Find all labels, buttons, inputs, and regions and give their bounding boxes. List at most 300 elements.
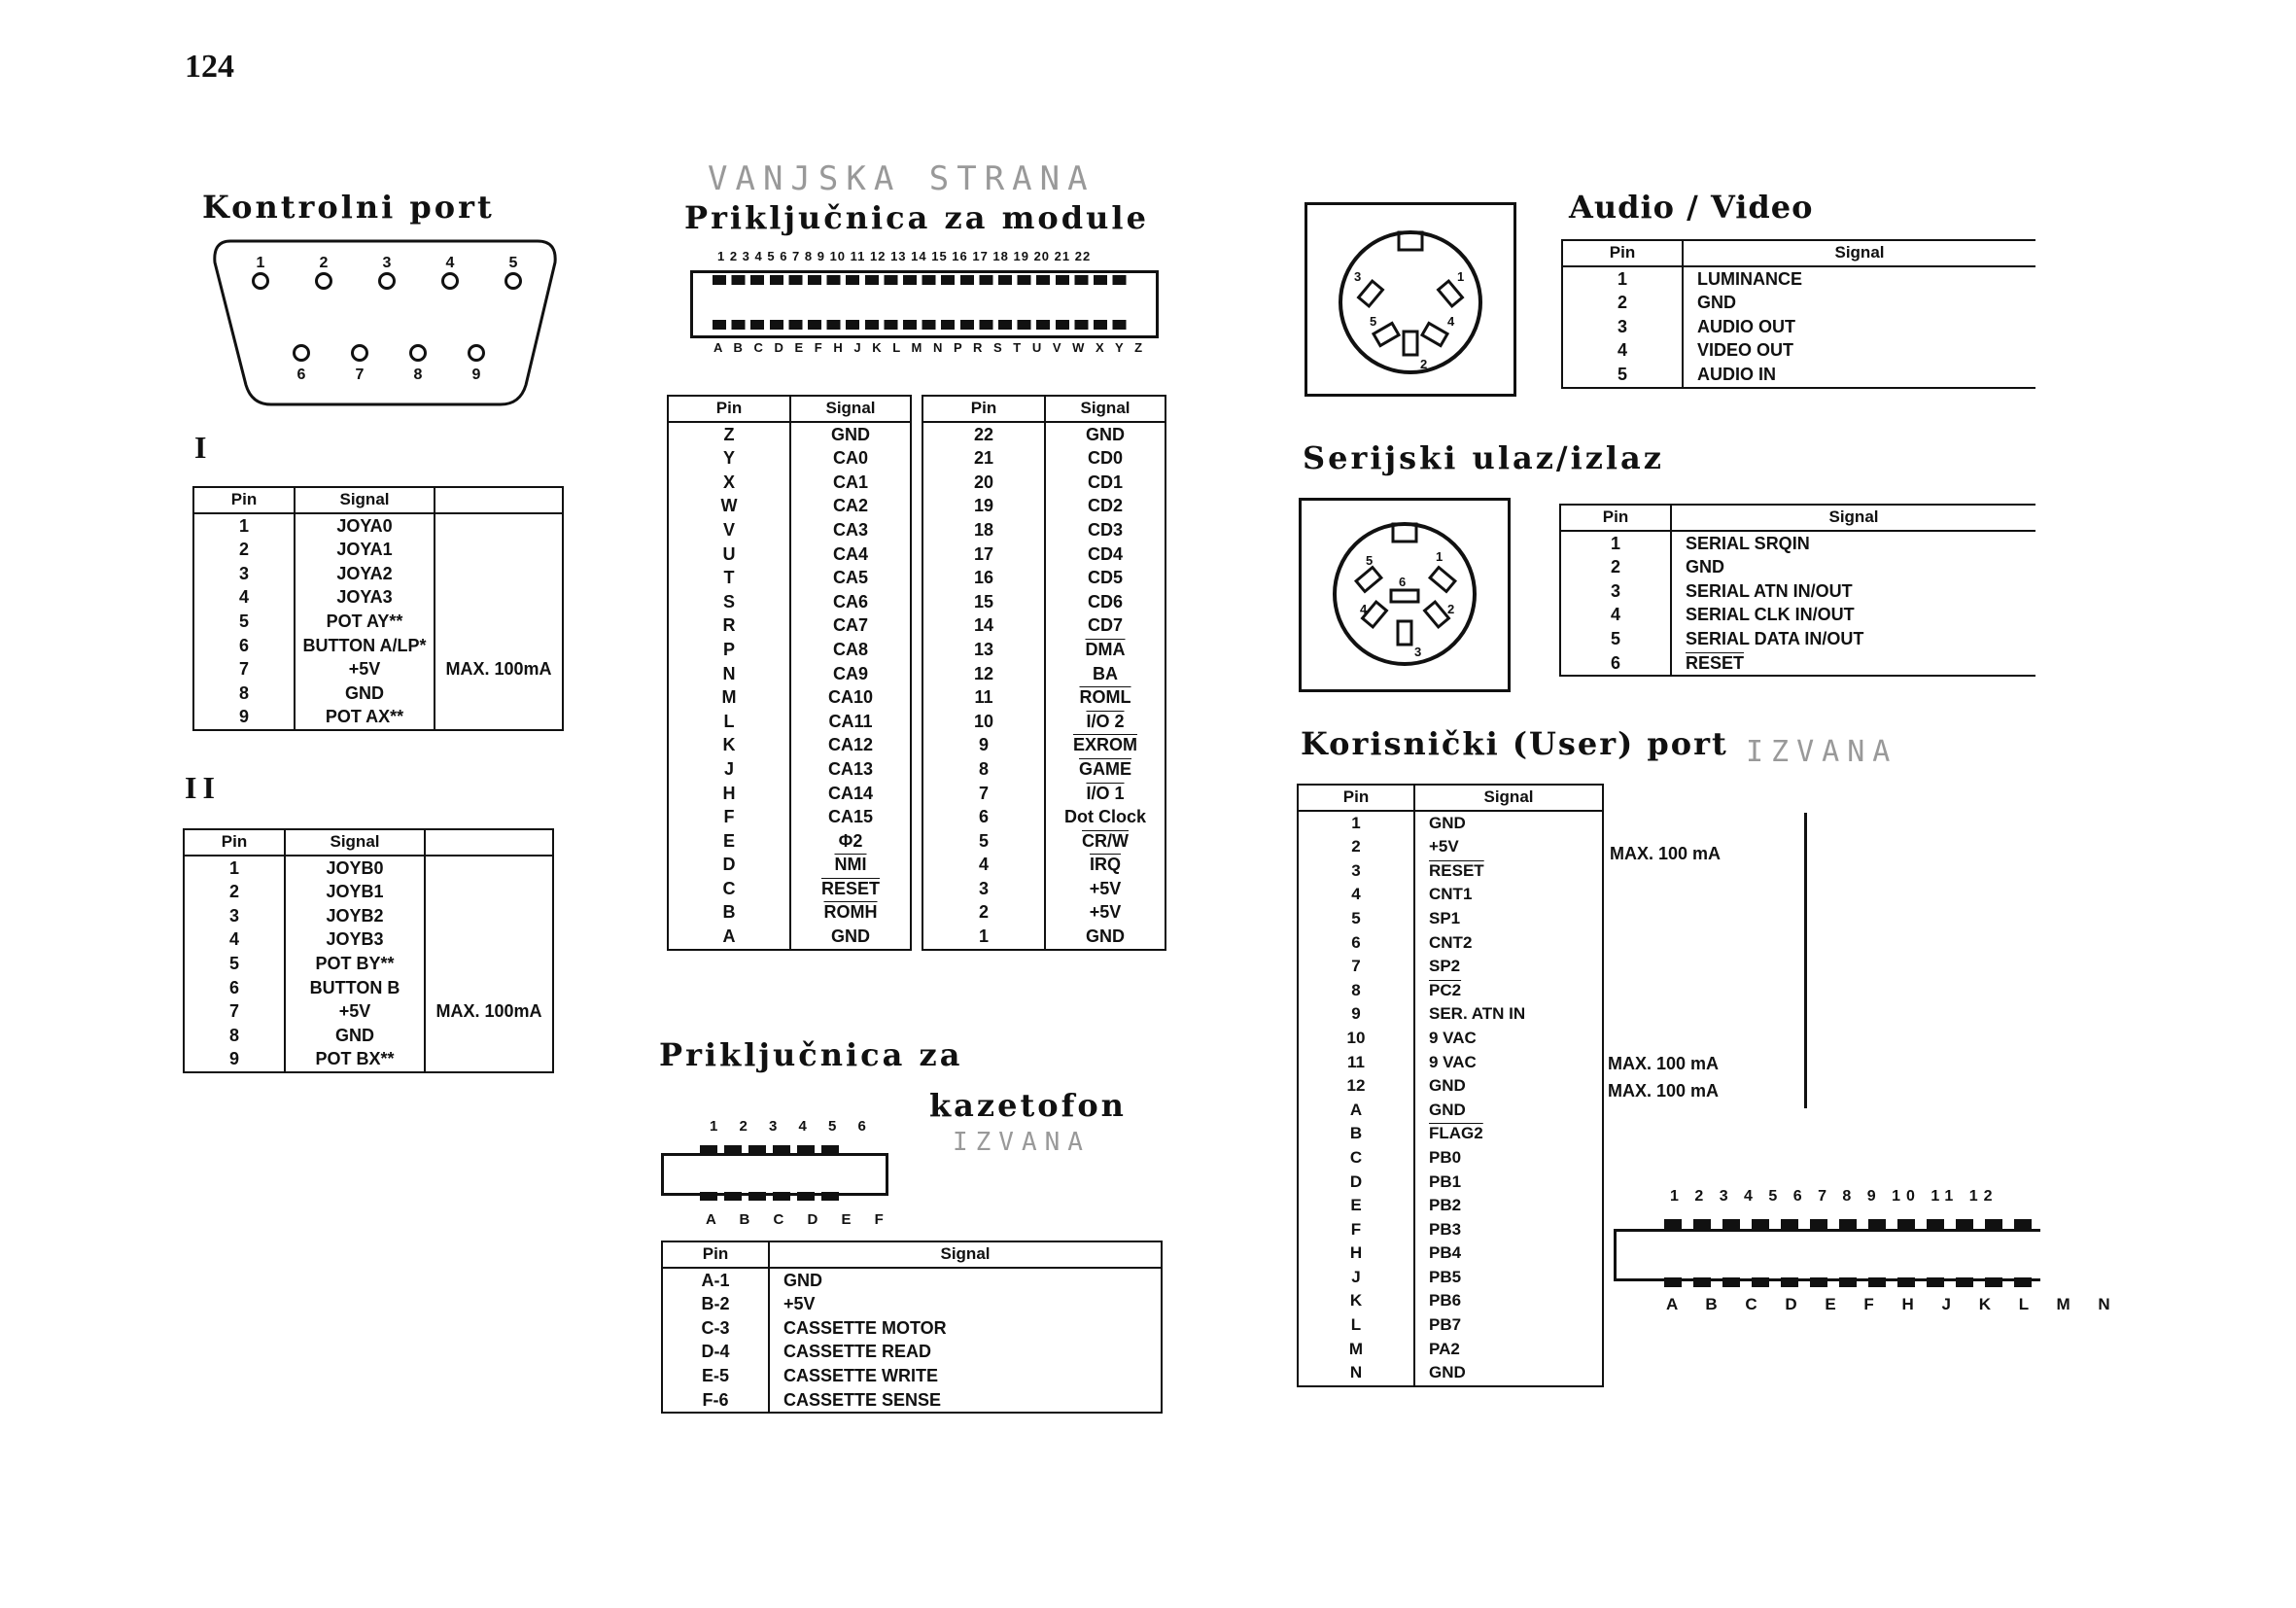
signal-cell: GND — [1683, 291, 2035, 315]
port-1-label: I — [194, 430, 213, 465]
port-2-table — [183, 828, 554, 1073]
signal-cell: GND — [295, 682, 435, 706]
pin-cell: Z — [668, 422, 790, 447]
table-row — [922, 590, 1165, 614]
module-port-left-table — [667, 395, 912, 951]
signal-cell: ROMH — [790, 900, 911, 925]
pin-cell: B-2 — [662, 1292, 769, 1316]
table-row — [1562, 315, 2035, 339]
table-row — [922, 566, 1165, 590]
pin-cell: 9 — [184, 1047, 285, 1072]
table-row — [1298, 1002, 1603, 1027]
pin-cell: Y — [668, 446, 790, 471]
cassette-connector-diagram — [661, 1118, 894, 1235]
table-row — [922, 471, 1165, 495]
pin-cell: 8 — [922, 757, 1045, 782]
signal-cell: PA2 — [1414, 1338, 1603, 1362]
signal-cell: BUTTON A/LP* — [295, 634, 435, 658]
pin-cell: 3 — [1562, 315, 1683, 339]
signal-cell: +5V — [769, 1292, 1162, 1316]
pin-cell: 9 — [1298, 1002, 1414, 1027]
pin-cell: K — [1298, 1289, 1414, 1313]
signal-cell: CA6 — [790, 590, 911, 614]
pin-hole-icon — [409, 344, 427, 362]
table-row — [1560, 651, 2035, 677]
pin-cell: F — [668, 805, 790, 829]
control-port-title: Kontrolni port — [202, 189, 495, 226]
table-row — [1298, 1027, 1603, 1051]
signal-cell: $\overline{IRQ}$ — [1045, 853, 1165, 877]
signal-cell: CASSETTE WRITE — [769, 1364, 1162, 1388]
table-row — [184, 1024, 553, 1048]
page-number: 124 — [185, 49, 234, 85]
signal-cell: $\overline{DMA}$ — [1045, 638, 1165, 662]
pin-cell: X — [668, 471, 790, 495]
table-row — [668, 542, 911, 567]
table-row — [1298, 883, 1603, 907]
note-cell — [425, 1024, 553, 1048]
signal-cell: ROML — [1045, 685, 1165, 710]
pin-cell: 21 — [922, 446, 1045, 471]
pin-hole-icon — [504, 272, 522, 290]
signal-cell: LUMINANCE — [1683, 266, 2035, 292]
pin-cell: C-3 — [662, 1316, 769, 1341]
note-cell — [435, 634, 563, 658]
pin-cell: 4 — [1560, 603, 1671, 627]
pin-cell: 11 — [922, 685, 1045, 710]
table-row — [193, 562, 563, 586]
signal-cell: POT BX** — [285, 1047, 425, 1072]
db9-pin-label: 3 — [382, 255, 392, 271]
table-row — [1562, 363, 2035, 388]
din-6-socket-icon — [1302, 501, 1508, 689]
audio-video-table-wrap — [1561, 239, 2035, 389]
pin-cell: E — [1298, 1194, 1414, 1218]
pin-cell: E-5 — [662, 1364, 769, 1388]
pin-cell: 3 — [1298, 859, 1414, 884]
signal-cell: SP1 — [1414, 907, 1603, 931]
signal-cell: PB6 — [1414, 1289, 1603, 1313]
signal-cell: I/O 2 — [1045, 710, 1165, 734]
db9-pin — [246, 255, 275, 295]
table-row — [1298, 1241, 1603, 1266]
signal-cell: JOYB3 — [285, 927, 425, 952]
cassette-title-line1: Priključnica za — [659, 1036, 963, 1073]
signal-cell: VIDEO OUT — [1683, 338, 2035, 363]
edge-contacts-bottom — [700, 1192, 846, 1201]
max-current-note: MAX. 100mA — [435, 657, 563, 682]
table-header-row — [1298, 785, 1603, 811]
table-row — [668, 757, 911, 782]
table-header-row — [1562, 240, 2035, 266]
table-row — [193, 657, 563, 682]
table-row — [922, 422, 1165, 447]
pin-cell: 10 — [922, 710, 1045, 734]
db9-pin-label: 5 — [508, 255, 518, 271]
note-cell — [425, 927, 553, 952]
module-port-right-table — [922, 395, 1166, 951]
pin-header: Pin — [184, 829, 285, 856]
signal-cell: GND — [769, 1268, 1162, 1293]
cassette-title-line2: kazetofon — [929, 1087, 1127, 1124]
table-row — [193, 634, 563, 658]
signal-cell: 9 VAC — [1414, 1027, 1603, 1051]
pin-cell: 19 — [922, 494, 1045, 518]
edge-contacts-top — [713, 275, 1131, 285]
pin-cell: 5 — [922, 829, 1045, 854]
table-row — [1298, 811, 1603, 836]
pin-cell: 8 — [193, 682, 295, 706]
db9-pin-label: 6 — [296, 367, 306, 383]
signal-cell: CD3 — [1045, 518, 1165, 542]
signal-header: Signal — [1683, 240, 2035, 266]
signal-cell: GND — [1045, 422, 1165, 447]
pin-cell: 3 — [922, 877, 1045, 901]
table-row — [668, 685, 911, 710]
db9-top-row — [246, 255, 528, 295]
table-row — [1298, 1338, 1603, 1362]
pin-cell: 8 — [184, 1024, 285, 1048]
pin-cell: P — [668, 638, 790, 662]
table-row — [668, 853, 911, 877]
table-row — [1560, 531, 2035, 556]
signal-cell: CASSETTE SENSE — [769, 1388, 1162, 1414]
pin-cell: 18 — [922, 518, 1045, 542]
table-row — [1560, 603, 2035, 627]
pin-cell: L — [668, 710, 790, 734]
edge-contacts-bottom — [1664, 1277, 2037, 1287]
signal-cell: PB5 — [1414, 1266, 1603, 1290]
max-current-note: MAX. 100mA — [425, 999, 553, 1024]
audio-video-table — [1561, 239, 2035, 389]
pin-cell: N — [1298, 1361, 1414, 1386]
db9-pin-label: 4 — [445, 255, 455, 271]
table-row — [922, 710, 1165, 734]
table-row — [1560, 627, 2035, 651]
pin-cell: 4 — [1562, 338, 1683, 363]
signal-header: Signal — [295, 487, 435, 513]
svg-text:1: 1 — [1436, 549, 1444, 564]
signal-cell: GND — [790, 422, 911, 447]
table-row — [922, 877, 1165, 901]
signal-cell: $\overline{NMI}$ — [790, 853, 911, 877]
table-row — [193, 538, 563, 562]
db9-pin-label: 2 — [319, 255, 329, 271]
pin-cell: 13 — [922, 638, 1045, 662]
table-row — [922, 638, 1165, 662]
db9-pin — [462, 344, 491, 384]
audio-video-title: Audio / Video — [1569, 189, 1814, 226]
signal-cell: AUDIO IN — [1683, 363, 2035, 388]
pin-cell: 6 — [184, 976, 285, 1000]
note-cell — [425, 952, 553, 976]
table-row — [668, 710, 911, 734]
pin-cell: L — [1298, 1313, 1414, 1338]
user-port-connector-diagram — [1610, 1188, 2122, 1314]
pin-cell: F-6 — [662, 1388, 769, 1414]
table-row — [922, 685, 1165, 710]
signal-cell: CA3 — [790, 518, 911, 542]
table-row — [662, 1340, 1162, 1364]
table-row — [668, 638, 911, 662]
max-current-note: MAX. 100 mA — [1608, 1081, 1720, 1101]
pin-header: Pin — [668, 396, 790, 422]
signal-cell: POT AY** — [295, 610, 435, 634]
pin-cell: 5 — [1562, 363, 1683, 388]
signal-cell: JOYA2 — [295, 562, 435, 586]
table-header-row — [922, 396, 1165, 422]
table-row — [668, 590, 911, 614]
pin-cell: 5 — [184, 952, 285, 976]
note-cell — [435, 513, 563, 539]
pin-cell: 7 — [193, 657, 295, 682]
pin-hole-icon — [351, 344, 368, 362]
user-top-pin-labels: 1 2 3 4 5 6 7 8 9 10 11 12 — [1670, 1188, 1999, 1205]
port-1-table — [192, 486, 564, 731]
pin-cell: M — [1298, 1338, 1414, 1362]
db9-pin — [345, 344, 374, 384]
signal-cell: POT AX** — [295, 705, 435, 730]
audio-video-din-connector — [1305, 202, 1516, 397]
pin-cell: 4 — [922, 853, 1045, 877]
signal-cell: BUTTON B — [285, 976, 425, 1000]
svg-text:2: 2 — [1420, 357, 1428, 371]
signal-cell: CD7 — [1045, 613, 1165, 638]
signal-cell: JOYB0 — [285, 856, 425, 881]
table-row — [184, 880, 553, 904]
note-cell — [435, 682, 563, 706]
table-header-row — [193, 487, 563, 513]
pin-cell: 2 — [184, 880, 285, 904]
pin-cell: D-4 — [662, 1340, 769, 1364]
db9-pin — [403, 344, 433, 384]
pin-cell: 1 — [1560, 531, 1671, 556]
pin-cell: 6 — [1560, 651, 1671, 677]
signal-cell: GND — [790, 925, 911, 950]
table-row — [922, 757, 1165, 782]
table-row — [1298, 955, 1603, 979]
db9-connector-diagram — [209, 237, 561, 408]
table-row — [1562, 338, 2035, 363]
table-row — [922, 733, 1165, 757]
edge-contacts-top — [700, 1145, 846, 1154]
pin-cell: M — [668, 685, 790, 710]
signal-cell: GND — [285, 1024, 425, 1048]
table-row — [922, 829, 1165, 854]
pin-cell: B — [668, 900, 790, 925]
note-cell — [435, 538, 563, 562]
table-row — [922, 518, 1165, 542]
table-row — [184, 927, 553, 952]
table-row — [922, 900, 1165, 925]
table-row — [1298, 1051, 1603, 1075]
pin-cell: H — [1298, 1241, 1414, 1266]
signal-cell: RESET — [790, 877, 911, 901]
signal-cell: CD1 — [1045, 471, 1165, 495]
signal-cell: GAME — [1045, 757, 1165, 782]
table-row — [1298, 1122, 1603, 1146]
table-row — [668, 829, 911, 854]
note-cell — [425, 1047, 553, 1072]
table-row — [668, 566, 911, 590]
signal-header: Signal — [1671, 505, 2035, 531]
db9-pin-label: 8 — [413, 367, 423, 383]
signal-cell: +5V — [295, 657, 435, 682]
table-row — [193, 705, 563, 730]
table-row — [662, 1388, 1162, 1414]
pin-hole-icon — [252, 272, 269, 290]
table-row — [1298, 931, 1603, 956]
signal-cell: CD2 — [1045, 494, 1165, 518]
note-cell — [435, 562, 563, 586]
module-edge-connector — [690, 270, 1159, 338]
pin-cell: 6 — [193, 634, 295, 658]
table-row — [922, 925, 1165, 950]
pin-cell: W — [668, 494, 790, 518]
pin-cell: 15 — [922, 590, 1045, 614]
pin-cell: T — [668, 566, 790, 590]
pin-cell: 1 — [922, 925, 1045, 950]
signal-cell: CA9 — [790, 662, 911, 686]
pin-header: Pin — [1562, 240, 1683, 266]
signal-cell: PB1 — [1414, 1171, 1603, 1195]
svg-text:2: 2 — [1447, 602, 1455, 616]
signal-header: Signal — [285, 829, 425, 856]
pin-cell: 16 — [922, 566, 1045, 590]
signal-cell: POT BY** — [285, 952, 425, 976]
max-current-note: MAX. 100 mA — [1608, 1054, 1720, 1073]
edge-contacts-top — [1664, 1219, 2037, 1229]
signal-cell: CA11 — [790, 710, 911, 734]
pin-cell: 4 — [184, 927, 285, 952]
pin-cell: 2 — [1562, 291, 1683, 315]
signal-cell: CA15 — [790, 805, 911, 829]
module-bottom-pin-labels: A B C D E F H J K L M N P R S T U V W X Y Z — [713, 340, 1147, 355]
table-row — [668, 662, 911, 686]
cassette-bottom-pin-labels: A B C D E F — [706, 1211, 893, 1228]
table-row — [668, 877, 911, 901]
pin-cell: 20 — [922, 471, 1045, 495]
signal-cell: EXROM — [1045, 733, 1165, 757]
signal-cell: SERIAL ATN IN/OUT — [1671, 579, 2035, 604]
signal-cell: CNT1 — [1414, 883, 1603, 907]
pin-hole-icon — [468, 344, 485, 362]
pin-cell: 5 — [1298, 907, 1414, 931]
pin-cell: 4 — [193, 585, 295, 610]
signal-cell: PB3 — [1414, 1218, 1603, 1242]
outside-stamp: IZVANA — [953, 1128, 1091, 1157]
pin-cell: 3 — [1560, 579, 1671, 604]
signal-cell: JOYA1 — [295, 538, 435, 562]
signal-cell: CD4 — [1045, 542, 1165, 567]
pin-cell: 2 — [1298, 835, 1414, 859]
signal-cell: CA7 — [790, 613, 911, 638]
signal-cell: GND — [1414, 1074, 1603, 1099]
pin-cell: R — [668, 613, 790, 638]
pin-cell: S — [668, 590, 790, 614]
table-header-row — [1560, 505, 2035, 531]
signal-cell: CA2 — [790, 494, 911, 518]
table-row — [922, 613, 1165, 638]
table-row — [668, 471, 911, 495]
serial-title: Serijski ulaz/izlaz — [1303, 439, 1664, 476]
cassette-table-wrap — [661, 1241, 1163, 1414]
signal-cell: JOYA3 — [295, 585, 435, 610]
table-row — [1298, 979, 1603, 1003]
pin-cell: 3 — [193, 562, 295, 586]
pin-cell: 17 — [922, 542, 1045, 567]
signal-cell: GND — [1671, 555, 2035, 579]
note-cell — [425, 880, 553, 904]
pin-cell: 2 — [922, 900, 1045, 925]
pin-cell: 4 — [1298, 883, 1414, 907]
table-row — [662, 1292, 1162, 1316]
signal-cell: CD0 — [1045, 446, 1165, 471]
user-port-table-wrap — [1297, 784, 1604, 1387]
signal-cell: SERIAL DATA IN/OUT — [1671, 627, 2035, 651]
table-row — [668, 613, 911, 638]
table-row — [1298, 1194, 1603, 1218]
signal-cell: CA14 — [790, 782, 911, 806]
pin-hole-icon — [441, 272, 459, 290]
table-header-row — [668, 396, 911, 422]
signal-cell: RESET — [1414, 859, 1603, 884]
module-port-right-table-wrap — [922, 395, 1166, 951]
pin-header: Pin — [1298, 785, 1414, 811]
table-row — [1560, 555, 2035, 579]
pin-cell: 1 — [1298, 811, 1414, 836]
table-row — [668, 733, 911, 757]
signal-cell: CA13 — [790, 757, 911, 782]
table-row — [668, 925, 911, 950]
pin-cell: J — [1298, 1266, 1414, 1290]
signal-cell: RESET — [1671, 651, 2035, 677]
edge-contacts-bottom — [713, 320, 1131, 330]
signal-cell: CA12 — [790, 733, 911, 757]
pin-cell: 2 — [1560, 555, 1671, 579]
pin-cell: B — [1298, 1122, 1414, 1146]
pin-cell: 1 — [1562, 266, 1683, 292]
module-port-connector-diagram — [680, 249, 1166, 366]
pin-cell: F — [1298, 1218, 1414, 1242]
db9-pin — [435, 255, 465, 295]
table-row — [184, 904, 553, 928]
pin-header: Pin — [193, 487, 295, 513]
serial-table-wrap — [1559, 504, 2035, 677]
db9-pin-label: 1 — [256, 255, 265, 271]
pin-hole-icon — [315, 272, 332, 290]
din-5-socket-icon — [1307, 205, 1513, 394]
table-row — [1298, 1099, 1603, 1123]
table-header-row — [662, 1241, 1162, 1268]
signal-header: Signal — [1045, 396, 1165, 422]
db9-bottom-row — [287, 344, 491, 384]
table-row — [184, 1047, 553, 1072]
table-row — [1298, 1074, 1603, 1099]
pin-header: Pin — [922, 396, 1045, 422]
signal-cell: CD5 — [1045, 566, 1165, 590]
table-row — [193, 610, 563, 634]
signal-cell: JOYA0 — [295, 513, 435, 539]
svg-text:3: 3 — [1354, 269, 1362, 284]
signal-cell: CA4 — [790, 542, 911, 567]
signal-cell: PC2 — [1414, 979, 1603, 1003]
svg-text:4: 4 — [1447, 314, 1455, 329]
table-row — [668, 900, 911, 925]
signal-cell: SERIAL CLK IN/OUT — [1671, 603, 2035, 627]
pin-cell: A — [1298, 1099, 1414, 1123]
outside-stamp: IZVANA — [1746, 735, 1898, 769]
